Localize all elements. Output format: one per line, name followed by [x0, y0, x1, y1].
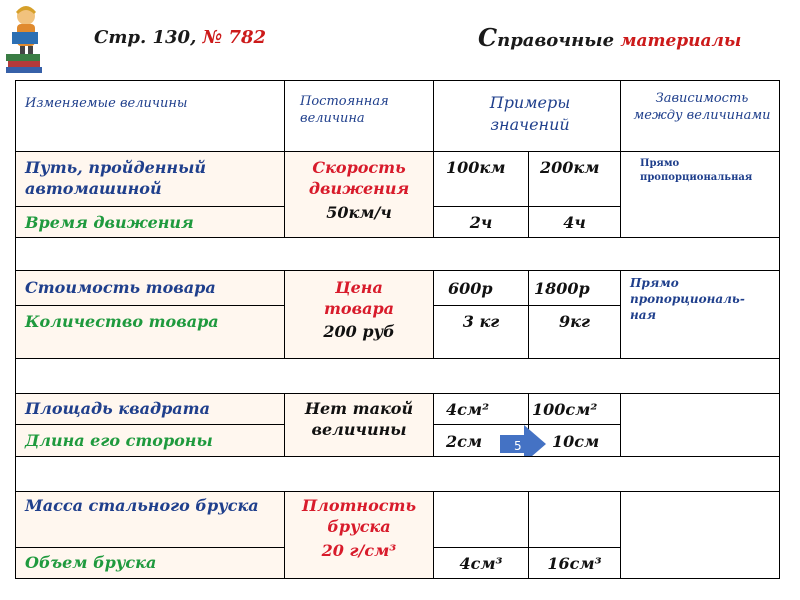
- page-title: Справочные материалы: [478, 23, 742, 52]
- variable-b: Длина его стороны: [25, 431, 213, 450]
- variable-a: Стоимость товара: [25, 278, 216, 297]
- col-header-constant: Постоянная величина: [300, 94, 389, 126]
- variable-a: Площадь квадрата: [25, 399, 210, 418]
- example-value: 4см³: [459, 554, 503, 573]
- constant-value: 200 руб: [323, 322, 395, 341]
- dependency-value: Прямо пропорциональная: [640, 158, 753, 183]
- variable-a: Масса стального бруска: [25, 496, 259, 515]
- arrow-label: 5: [514, 439, 522, 453]
- col-header-examples: Примеры значений: [489, 93, 571, 134]
- example-value: 10см: [552, 432, 600, 451]
- col-header-dependency: Зависимость между величинами: [633, 91, 771, 123]
- example-value: 600р: [448, 279, 493, 298]
- spacer-row: [15, 456, 780, 492]
- example-value: 2см: [446, 432, 483, 451]
- spacer-row: [15, 358, 780, 394]
- example-value: 3 кг: [462, 312, 500, 331]
- variable-a: Путь, пройденный автомашиной: [25, 158, 206, 198]
- example-value: 4ч: [563, 213, 586, 232]
- example-value: 2ч: [469, 213, 493, 232]
- variable-b: Время движения: [25, 213, 194, 232]
- header-cell: [15, 80, 285, 152]
- variable-b: Объем бруска: [25, 553, 157, 572]
- row-cell: [620, 491, 780, 579]
- example-value: 9кг: [559, 312, 590, 331]
- col-header-variables: Изменяемые величины: [25, 96, 188, 111]
- spacer-row: [15, 237, 780, 271]
- row-cell: [620, 393, 780, 457]
- example-value: 100км: [446, 158, 506, 177]
- row-cell: [528, 491, 621, 548]
- constant-name: Цена товара: [323, 278, 395, 318]
- constant-value: 20 г/см³: [321, 541, 397, 560]
- variable-b: Количество товара: [25, 312, 219, 331]
- dependency-value: Прямо пропорциональ-ная: [630, 276, 745, 322]
- example-value: 4см²: [446, 400, 490, 419]
- constant-name: Плотность бруска: [302, 496, 416, 536]
- page-reference: Стр. 130, № 782: [94, 27, 267, 48]
- example-value: 1800р: [534, 279, 590, 298]
- constant-name: Нет такой величины: [304, 399, 414, 439]
- example-value: 100см²: [532, 400, 598, 419]
- row-cell: [433, 491, 529, 548]
- constant-name: Скорость движения: [308, 158, 410, 198]
- example-value: 200км: [540, 158, 600, 177]
- constant-value: 50км/ч: [326, 203, 392, 222]
- boy-reading-books-icon: [4, 2, 48, 74]
- example-value: 16см³: [547, 554, 602, 573]
